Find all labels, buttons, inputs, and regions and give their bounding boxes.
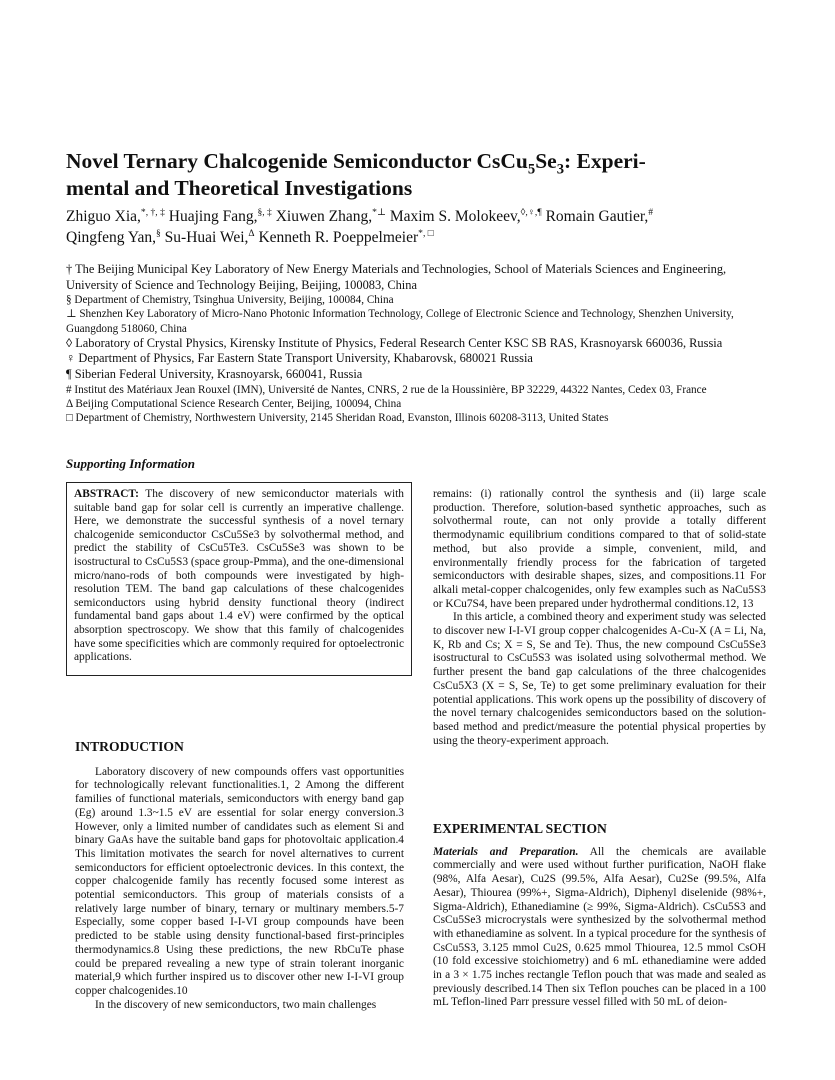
affiliation: § Department of Chemistry, Tsinghua University, Beijing, 100084, China <box>66 294 394 307</box>
paragraph: Laboratory discovery of new compounds offers vast opportunities for technologically relevant functionalities.1, 2 Among the different families of functional materials, semiconductors with energy band gap (Eg) around 1.3~1.5 eV are essential for solar energy conversion.3 However, only a limited number of candidates such as element Si and binary GaAs have the suitable band gaps for photovoltaic application.4 This limitation motivates the search for novel alternatives to current semiconductors for efficient optoelectronic devices. In this context, the copper chalcogenide family has recently focused some interest as potential semiconductors. This group of materials consists of a relatively large number of binary, ternary or multinary members.5-7 Especially, some copper based I-I-VI group compounds have been predicted to be stable using density functional-based first-principles thermodynamics.8 Using these predictions, the new RbCuTe phase could be prepared revealing a new type of strain tolerant inorganic material,9 which further inspired us to discover other new I-I-VI group copper chalcogenides.10 <box>75 765 404 997</box>
experimental-section <box>433 822 766 1010</box>
paragraph: Materials and Preparation. All the chemicals are available commercially and were used without further purification, NaOH flake (98%, Alfa Aesar), Cu2S (99.5%, Alfa Aesar), Cu2Se (99.5%, Alfa Aesar), Thiourea (99%+, Sigma-Aldrich), Diphenyl diselenide (98%+, Sigma-Aldrich), Ethanediamine (≥ 99%, Sigma-Aldrich). CsCu5S3 and CsCu5Se3 microcrystals were synthesized by the solvothermal method with ethanediamine as solvent. In a typical procedure for the synthesis of CsCu5S3, 3.125 mmol Cu2S, 0.625 mmol Thiourea, 12.5 mmol CsOH (10 fold excessive stoichiometry) and 6 mL ethanediamine were added in a 3 × 1.75 inches rectangle Teflon pouch that was made and sealed as previously described.14 Then six Teflon pouches can be placed in a 100 mL Teflon-lined Parr pressure vessel filled with 50 mL of deion- <box>433 845 766 1009</box>
affiliation: † The Beijing Municipal Key Laboratory of New Energy Materials and Technologies, School of Materials Sciences and Engineering, University of Science and Technology Beijing, Beijing, 100083, China <box>66 262 727 292</box>
run-in-heading: Materials and Preparation. <box>433 845 579 858</box>
affiliations <box>66 262 766 425</box>
supporting-information-link[interactable]: Supporting Information <box>66 456 195 471</box>
paper-title: Novel Ternary Chalcogenide Semiconductor $CsCu_5Se_3$: Experi- mental and Theoretical Investigations <box>66 149 646 200</box>
introduction-section <box>75 740 404 1012</box>
affiliation: ◊ Laboratory of Crystal Physics, Kirensky Institute of Physics, Federal Research Center KSC SB RAS, Krasnoyarsk 660036, Russia <box>66 335 723 350</box>
affiliation: Δ Beijing Computational Science Research Center, Beijing, 100094, China <box>66 397 402 410</box>
section-heading: INTRODUCTION <box>75 739 184 754</box>
paragraph: In the discovery of new semiconductors, two main challenges <box>95 998 377 1011</box>
paragraph: remains: (i) rationally control the synthesis and (ii) large scale production. Therefore, solution-based synthetic approaches, such as solvothermal route, can not only provide a totally different thermodynamic equilibrium conditions compared to that of solid-state method, but also provide a simple, convenient, mild, and environmentally friendly process for the fabrication of targeted semiconductors with desirable shapes, sizes, and compositions.11 For alkali metal-copper chalcogenides, only few examples such as NaCu5S3 or KCu7S4, have been prepared under hydrothermal conditions.12, 13 <box>433 488 766 610</box>
paragraph: In this article, a combined theory and experiment study was selected to discover new I-I-VI group copper chalcogenides A-Cu-X (A = Li, Na, K, Rb and Cs; X = S, Se and Te). Thus, the new compound CsCu5Se3 isostructural to CsCu5S3 was isolated using solvothermal method. We further present the band gap calculations of the three chalcogenides CsCu5X3 (X = S, Se, Te) to get some preliminary evaluation for their potential applications. This work opens up the possibility of discovery of the novel ternary chalcogenides semiconductors based on the solution-based method and predict/measure the potential physical properties by using the theory-experiment approach. <box>433 611 766 747</box>
abstract: ABSTRACT: The discovery of new semiconductor materials with suitable band gap for solar cell is currently an imperative challenge. Here, we demonstrate the successful synthesis of a novel ternary chalcogenide semiconductor CsCu5Se3 by solvothermal method, and predict the stability of CsCu5Te3. CsCu5Se3 was shown to be isostructural to CsCu5S3 (space group-Pmma), and the one-dimensional micro/nano-rods of both compounds were investigated by high-resolution TEM. The band gap calculations of these chalcogenides semiconductors using hybrid density functional theory (indirect fundamental band gaps about 1.4 eV) were confirmed by the optical absorption spectroscopy. We show that this family of chalcogenides have some specificities which are commonly required for optoelectronic applications. <box>74 488 404 664</box>
right-column <box>433 488 766 748</box>
section-heading: EXPERIMENTAL SECTION <box>433 821 607 836</box>
affiliation: ¶ Siberian Federal University, Krasnoyarsk, 660041, Russia <box>66 366 363 381</box>
author-list: Zhiguo Xia,*, †, ‡ Huajing Fang,§, ‡ Xiuwen Zhang,*⊥ Maxim S. Molokeev,◊,♀,¶ Romain Gautier,# Qingfeng Yan,§ Su-Huai Wei,$^\Delta$ Kenneth R. Poeppelmeier*, □ <box>66 206 654 246</box>
affiliation: # Institut des Matériaux Jean Rouxel (IMN), Université de Nantes, CNRS, 2 rue de la Houssinière, BP 32229, 44322 Nantes, Cedex 03, France <box>66 383 707 396</box>
affiliation: ♀ Department of Physics, Far Eastern State Transport University, Khabarovsk, 680021 Russia <box>66 351 533 366</box>
affiliation: ⊥ Shenzhen Key Laboratory of Micro-Nano Photonic Information Technology, College of Electronic Science and Technology, Shenzhen University, Guangdong 518060, China <box>66 308 734 335</box>
affiliation: □ Department of Chemistry, Northwestern University, 2145 Sheridan Road, Evanston, Illinois 60208-3113, United States <box>66 411 609 424</box>
